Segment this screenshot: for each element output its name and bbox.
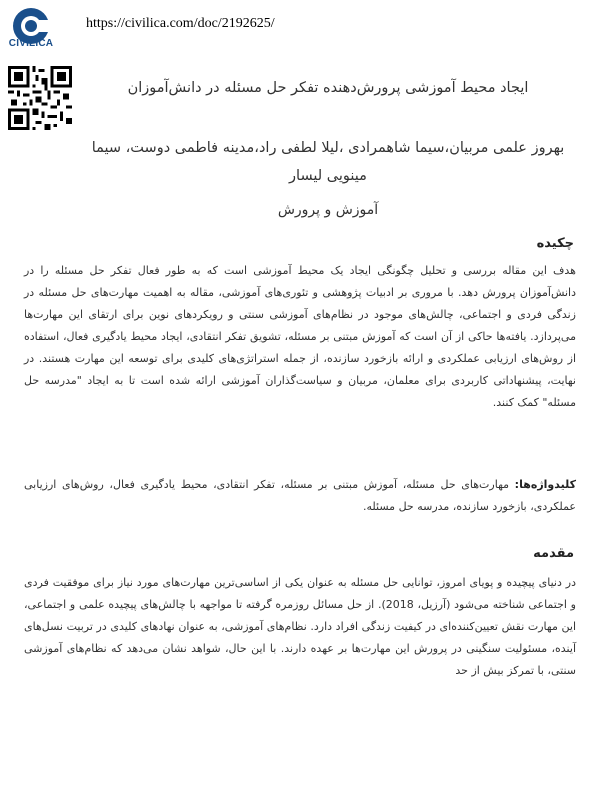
abstract-heading: چکیده — [536, 236, 574, 251]
intro-paragraph: در دنیای پیچیده و پویای امروز، توانایی حل مسئله به عنوان یکی از اساسی‌ترین مهارت‌های مورد نیاز برای موفقیت فردی و اجتماعی شناخته می‌شود (آرزیل، 2018). از حل مسائل روزمره گرفته تا مواجهه با چالش‌های پیچیده علمی و اجتماعی، این مهارت نقش تعیین‌کننده‌ای در کیفیت زندگی افراد دارد. نظام‌های آموزشی، به عنوان نهادهای کلیدی در تربیت نسل‌های آینده، مسئولیت سنگینی در پرورش این مهارت‌ها بر عهده دارند. با این حال، شواهد نشان می‌دهد که نظام‌های آموزشی سنتی، با تمرکز بیش از حد — [24, 576, 576, 677]
intro-heading: مقدمه — [533, 546, 574, 561]
keywords-paragraph — [24, 474, 576, 518]
abstract-paragraph: هدف این مقاله بررسی و تحلیل چگونگی ایجاد یک محیط آموزشی است که به طور فعال تفکر حل مسئله را در دانش‌آموزان پرورش دهد. با مروری بر ادبیات پژوهشی و تئوری‌های آموزشی، مقاله به اهمیت مهارت‌های حل مسئله در زندگی فردی و اجتماعی، چالش‌های موجود در نظام‌های آموزشی سنتی و رویکردهای نوین برای ارتقای این مهارت‌ها می‌پردازد. یافته‌ها حاکی از آن است که آموزش مبتنی بر مسئله، تشویق تفکر انتقادی، ایجاد محیط یادگیری فعال، استفاده از روش‌های ارزیابی عملکردی و ارائه بازخورد سازنده، از جمله استراتژی‌های کلیدی برای توسعه این مهارت هستند. در نهایت، پیشنهاداتی کاربردی برای معلمان، مربیان و سیاست‌گذاران آموزشی ارائه شده است تا به ایجاد "مدرسه حل مسئله" کمک کنند. — [24, 264, 576, 409]
document-authors: بهروز علمی مربیان،سیما شاهمرادی ،لیلا لطفی راد،مدینه فاطمی دوست، سیما مینویی لیسار — [91, 140, 565, 184]
document-title: ایجاد محیط آموزشی پرورش‌دهنده تفکر حل مسئله در دانش‌آموزان — [127, 80, 529, 96]
logo-text: CIVILICA — [8, 38, 54, 49]
document-url-link[interactable]: https://civilica.com/doc/2192625/ — [86, 16, 275, 31]
keywords-label: کلیدواژه‌ها: — [514, 478, 576, 491]
document-section: آموزش و پرورش — [277, 202, 379, 218]
keywords-text: مهارت‌های حل مسئله، آموزش مبتنی بر مسئله، تفکر انتقادی، محیط یادگیری فعال، روش‌های ارزیابی عملکردی، بازخورد سازنده، مدرسه حل مسئله. — [24, 478, 576, 513]
civilica-logo — [6, 6, 56, 58]
qr-code — [8, 66, 72, 130]
